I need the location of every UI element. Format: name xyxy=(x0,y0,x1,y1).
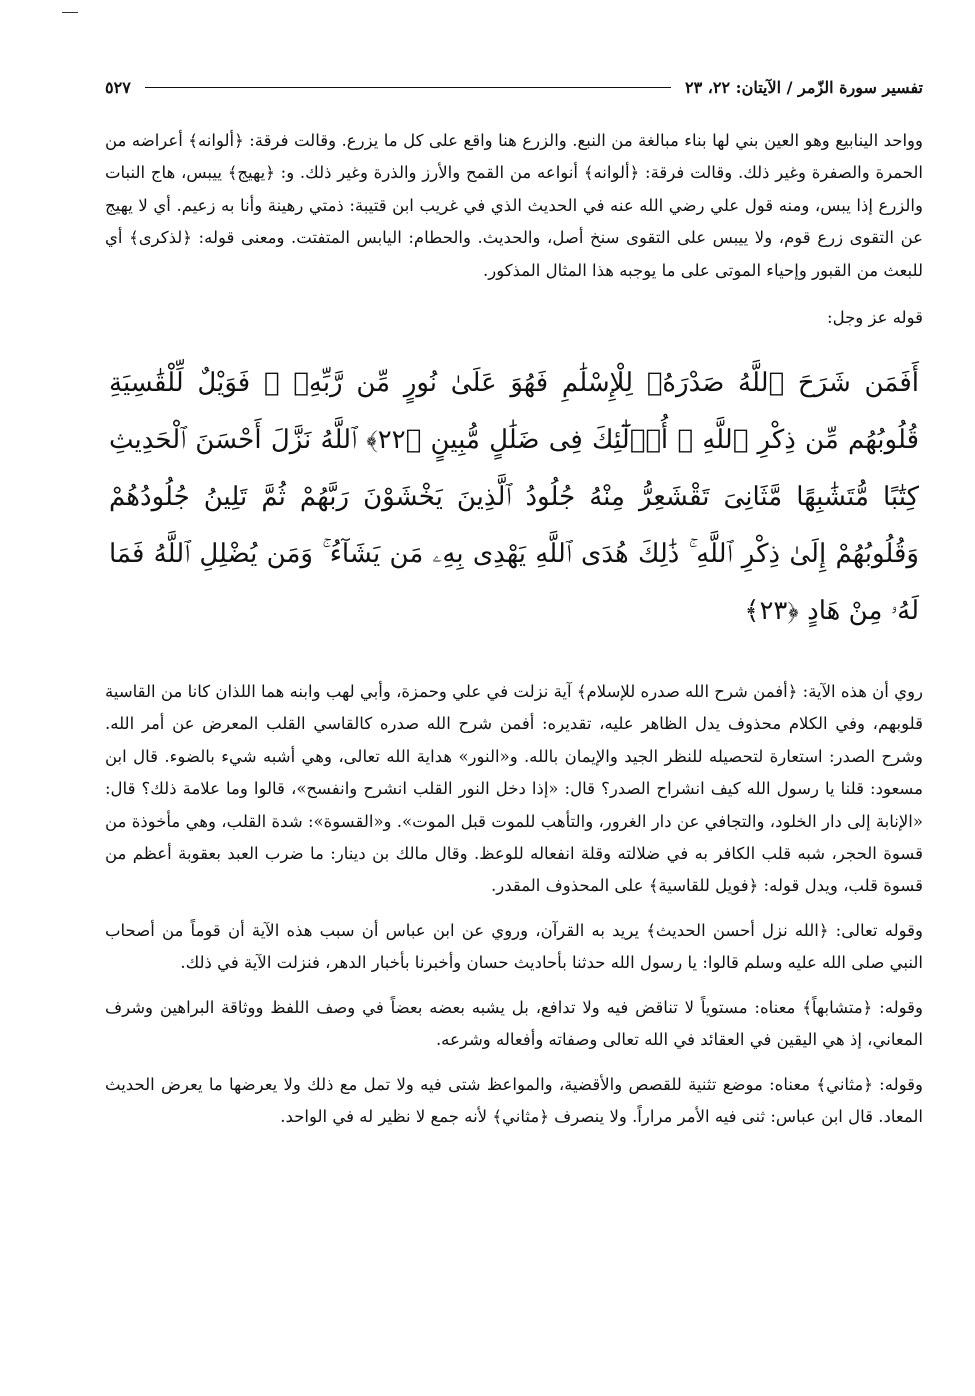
header-title: تفسير سورة الزّمر / الآيتان: ٢٢، ٢٣ xyxy=(685,77,923,97)
corner-mark xyxy=(62,12,78,13)
paragraph-4: وقوله: ﴿متشابهاً﴾ معناه: مستوياً لا تناقض فيه ولا تدافع، بل يشبه بعضه بعضاً في وصف اللفظ ووثاقة البراهين وشرف المعاني، إذ هي اليقين في العقائد في الله تعالى وصفاته وأفعاله وشرعه. xyxy=(105,997,923,1050)
paragraph-5: وقوله: ﴿مثاني﴾ معناه: موضع تثنية للقصص والأقضية، والمواعظ شتى فيه ولا تمل مع ذلك ولا يعرضها ما يعرض الحديث المعاد. قال ابن عباس: ثنى فيه الأمر مراراً. ولا ينصرف ﴿مثاني﴾ لأنه جمع لا نظير له في الواحد. xyxy=(105,1074,923,1126)
paragraph-1: وواحد الينابيع وهو العين بني لها بناء مبالغة من النبع. والزرع هنا واقع على كل ما يزرع. وقالت فرقة: ﴿ألوانه﴾ أعراضه من الحمرة والصفرة وغير ذلك. وقالت فرقة: ﴿ألوانه﴾ أنواعه من القمح والأرز والذرة وغير ذلك. و: ﴿يهيج﴾ ييبس، هاج النبات والزرع إذا يبس، ومنه قول علي رضي الله عنه في الحديث الذي في غريب ابن قتيبة: ذمتي رهينة وأنا به زعيم. أي لا يهيج عن التقوى زرع قوم، ولا ييبس على التقوى سنخ أصل، والحديث. والحطام: اليابس المتفتت. ومعنى قوله: ﴿لذكرى﴾ أي للبعث من القبور وإحياء الموتى على ما يوجبه هذا المثال المذكور. xyxy=(105,131,923,280)
paragraph-3: وقوله تعالى: ﴿الله نزل أحسن الحديث﴾ يريد به القرآن، وروي عن ابن عباس أن سبب هذه الآية أن قوماً من أصحاب النبي صلى الله عليه وسلم قالوا: يا رسول الله حدثنا بأحاديث حسان وأخبرنا بأخبار الدهر، فنزلت الآية في ذلك. xyxy=(105,920,923,973)
running-header xyxy=(105,72,923,102)
header-rule xyxy=(145,87,671,88)
page-number: ٥٢٧ xyxy=(105,77,131,97)
quran-verse: أَفَمَن شَرَحَ ٱللَّهُ صَدْرَهُۥ لِلْإِسْلَٰمِ فَهُوَ عَلَىٰ نُورٍ مِّن رَّبِّهِۦ ۚ فَوَيْلٌ لِّلْقَٰسِيَةِ قُلُوبُهُم مِّن ذِكْرِ ٱللَّهِ ۚ أُو۟لَٰٓئِكَ فِى ضَلَٰلٍ مُّبِينٍ ﴿٢٢﴾ ٱللَّهُ نَزَّلَ أَحْسَنَ ٱلْحَدِيثِ كِتَٰبًا مُّتَشَٰبِهًا مَّثَانِىَ تَقْشَعِرُّ مِنْهُ جُلُودُ ٱلَّذِينَ يَخْشَوْنَ رَبَّهُمْ ثُمَّ تَلِينُ جُلُودُهُمْ وَقُلُوبُهُمْ إِلَىٰ ذِكْرِ ٱللَّهِ ۚ ذَٰلِكَ هُدَى ٱللَّهِ يَهْدِى بِهِۦ مَن يَشَآءُ ۚ وَمَن يُضْلِلِ ٱللَّهُ فَمَا لَهُۥ مِنْ هَادٍ ﴿٢٣﴾ xyxy=(109,368,920,627)
paragraph-2: روي أن هذه الآية: ﴿أفمن شرح الله صدره للإسلام﴾ آية نزلت في علي وحمزة، وأبي لهب وابنه هما اللذان كانا من القاسية قلوبهم، وفي الكلام محذوف يدل الظاهر عليه، تقديره: أفمن شرح الله صدره كالقاسي القلب المعرض عن أمر الله. وشرح الصدر: استعارة لتحصيله للنظر الجيد والإيمان بالله. و«النور» هداية الله تعالى، وهي أشبه شيء بالضوء. قال ابن مسعود: قلنا يا رسول الله كيف انشراح الصدر؟ قال: «إذا دخل النور القلب انشرح وانفسح»، قالوا وما علامة ذلك؟ قال: «الإنابة إلى دار الخلود، والتجافي عن دار الغرور، والتأهب للموت قبل الموت». و«القسوة»: شدة القلب، وهي مأخوذة من قسوة الحجر، شبه قلب الكافر به في ضلالته وقلة انفعاله للوعظ. وقال مالك بن دينار: ما ضرب العبد بعقوبة أعظم من قسوة قلب، ويدل قوله: ﴿فويل للقاسية﴾ على المحذوف المقدر. xyxy=(105,682,923,896)
verse-intro: قوله عز وجل: xyxy=(827,308,923,328)
page-body xyxy=(105,125,923,1133)
